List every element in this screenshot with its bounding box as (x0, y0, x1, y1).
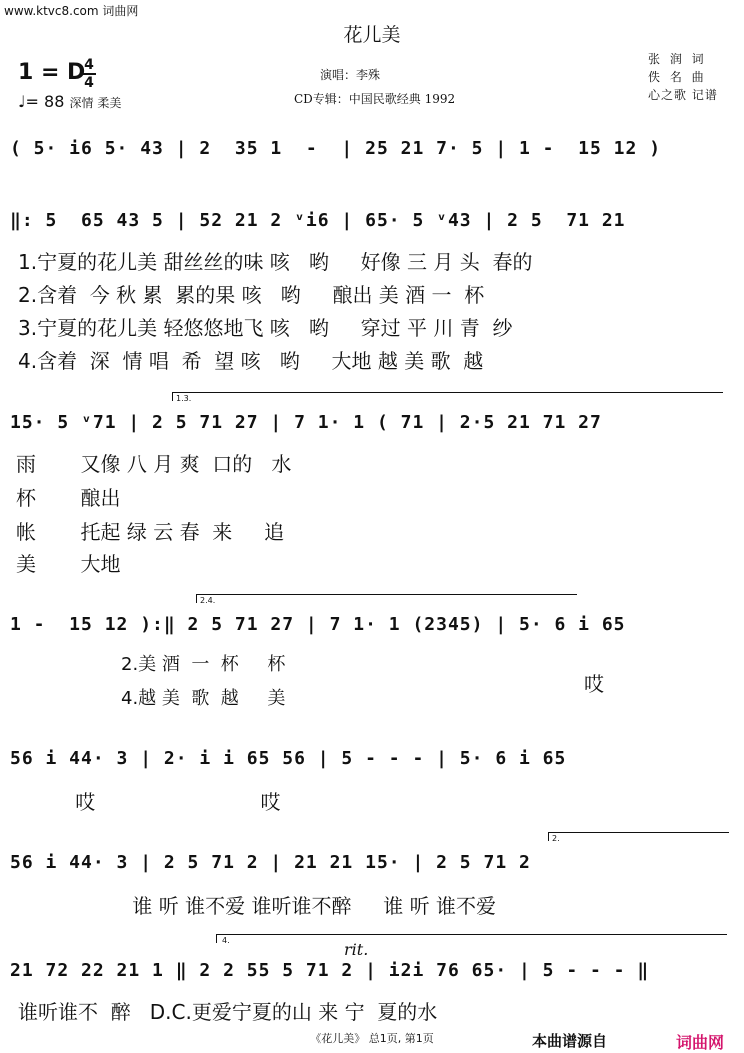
notes-line: 56 i 44· 3 | 2 5 71 2 | 21 21 15· | 2 5 71 2 (10, 852, 531, 873)
song-title: 花儿美 (343, 24, 401, 46)
mood-text: 深情 柔美 (69, 96, 122, 110)
volta-number: 2.4. (200, 596, 216, 605)
volta-number: 2. (552, 834, 560, 843)
lyric-verse-1: 1.宁夏的花儿美 甜丝丝的味 咳 哟 好像 三 月 头 春的 (18, 250, 533, 274)
notes-line: 1 - 15 12 ):‖ 2 5 71 27 | 7 1· 1 (2345) | 5· 6 i 65 (10, 614, 626, 635)
notation-credit: 心之歌 记谱 (648, 88, 718, 102)
lyric-verse-3: 3.宁夏的花儿美 轻悠悠地飞 咳 哟 穿过 平 川 青 纱 (18, 316, 513, 340)
lyric-line: 谁 听 谁不爱 谁听谁不醉 谁 听 谁不爱 (18, 894, 497, 918)
system-4 (10, 596, 734, 709)
tempo-value: ♩= 88 (18, 92, 65, 111)
volta-bracket (196, 594, 577, 603)
volta-number: 1.3. (176, 394, 192, 403)
volta-number: 4. (222, 936, 230, 945)
system-2 (10, 210, 734, 373)
notes-line: ‖: 5 65 43 5 | 52 21 2 ᵛi6 | 65· 5 ᵛ43 | 2 5 71 21 (10, 210, 626, 231)
volta-bracket (548, 832, 729, 841)
time-top: 4 (84, 57, 94, 73)
lyric-verse-2: 杯 酿出 (16, 486, 121, 510)
lyric-verse-1: 雨 又像 八 月 爽 口的 水 (16, 452, 292, 476)
notes-line: 15· 5 ᵛ71 | 2 5 71 27 | 7 1· 1 ( 71 | 2·5 21 71 27 (10, 412, 602, 433)
lyric-line: 哎 哎 (18, 790, 281, 814)
system-1 (10, 138, 734, 198)
composer-credit: 佚 名 曲 (648, 70, 707, 84)
ritardando-mark: rit. (344, 940, 369, 959)
lyricist-credit: 张 润 词 (648, 52, 707, 66)
notes-line: ( 5· i6 5· 43 | 2 35 1 - | 25 21 7· 5 | 1 - 15 12 ) (10, 138, 662, 159)
lyric-verse-3: 帐 托起 绿 云 春 来 追 (16, 520, 285, 544)
key-signature: 1 = D (18, 60, 86, 85)
page-footer: 《花儿美》 总1页, 第1页 (310, 1032, 434, 1045)
volta-bracket (216, 934, 727, 943)
lyric-verse-4: 4.越 美 歌 越 美 (18, 688, 286, 709)
notes-line: 56 i 44· 3 | 2· i i 65 56 | 5 - - - | 5· 6 i 65 (10, 748, 567, 769)
site-logo[interactable]: 词曲网 (676, 1033, 725, 1052)
time-bottom: 4 (84, 75, 94, 91)
lyric-verse-2: 2.含着 今 秋 累 累的果 咳 哟 酿出 美 酒 一 杯 (18, 283, 485, 307)
singer: 演唱：李殊 (320, 68, 381, 82)
time-signature (82, 58, 96, 90)
system-3 (10, 394, 734, 576)
lyric-hai: 哎 (584, 672, 604, 696)
system-6 (10, 834, 734, 918)
album: CD专辑：中国民歌经典 1992 (294, 92, 456, 106)
lyric-verse-2: 2.美 酒 一 杯 杯 (18, 654, 286, 675)
lyric-line: 谁听谁不 醉 D.C.更爱宁夏的山 来 宁 夏的水 (18, 1000, 438, 1024)
lyric-verse-4: 美 大地 (16, 552, 121, 576)
volta-bracket (172, 392, 723, 401)
system-5 (10, 748, 734, 814)
source-label: 本曲谱源自 (532, 1032, 608, 1050)
site-url: www.ktvc8.com 词曲网 (4, 4, 139, 18)
tempo-marking (18, 92, 121, 111)
lyric-verse-4: 4.含着 深 情 唱 希 望 咳 哟 大地 越 美 歌 越 (18, 349, 484, 373)
notes-line: 21 72 22 21 1 ‖ 2 2 55 5 71 2 | i2i 76 65· | 5 - - - ‖ (10, 960, 650, 981)
